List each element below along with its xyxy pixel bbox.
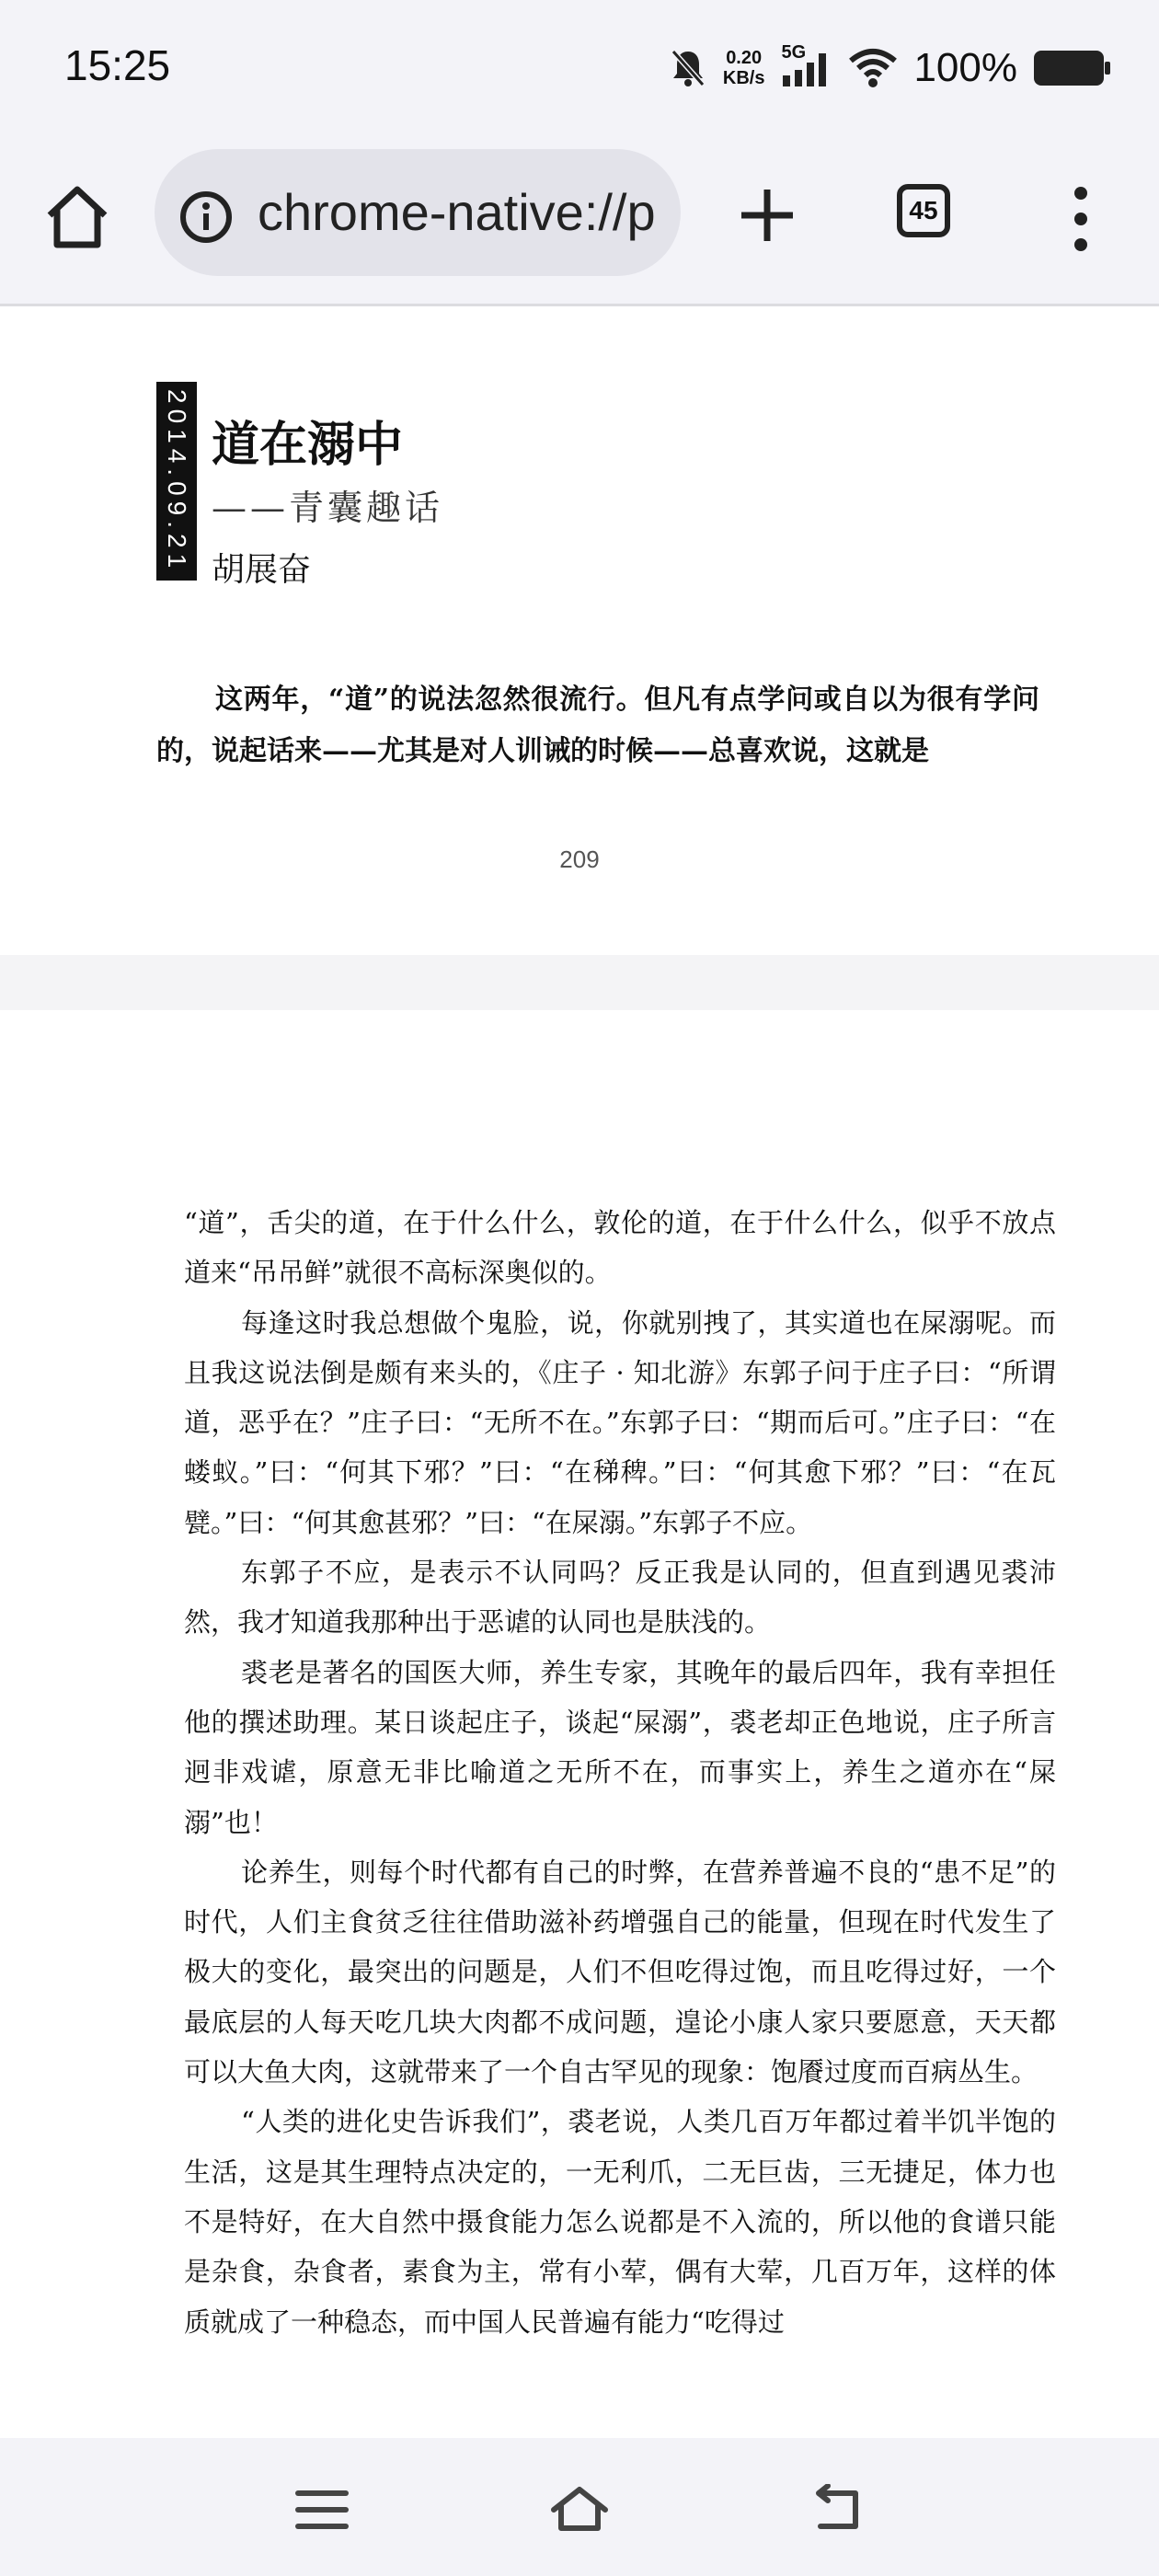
home-icon[interactable] (40, 180, 114, 254)
paragraph: 东郭子不应，是表示不认同吗？反正我是认同的，但直到遇见裘沛然，我才知道我那种出于恶谑的认同也是肤浅的。 (184, 1557, 1056, 1639)
page1-body (156, 674, 1039, 777)
paragraph: “人类的进化史告诉我们”，裘老说，人类几百万年都过着半饥半饱的生活，这是其生理特点决定的，一无利爪，二无巨齿，三无捷足，体力也不是特好，在大自然中摄食能力怎么说都是不入流的，所以他的食谱只能是杂食，杂食者，素食为主，常有小荤，偶有大荤，几百万年，这样的体质就成了一种稳态，而中国人民普遍有能力“吃得过 (184, 2106, 1056, 2338)
article-title: 道在溺中 (212, 417, 404, 473)
bell-muted-icon (670, 48, 706, 88)
paragraph: 这两年，“道”的说法忽然很流行。但凡有点学问或自以为很有学问的，说起话来——尤其是对人训诫的时候——总喜欢说，这就是 (156, 684, 1039, 767)
tab-count: 45 (909, 196, 938, 224)
paragraph: 论养生，则每个时代都有自己的时弊，在营养普遍不良的“患不足”的时代，人们主食贫乏往往借助滋补药增强自己的能量，但现在时代发生了极大的变化，最突出的问题是，人们不但吃得过饱，而且吃得过好，一个最底层的人每天吃几块大肉都不成问题，遑论小康人家只要愿意，天天都可以大鱼大肉，这就带来了一个自古罕见的现象：饱餍过度而百病丛生。 (184, 1856, 1056, 2088)
page-number: 209 (559, 845, 600, 873)
tab-switcher-icon[interactable] (897, 184, 950, 237)
book-page-2 (0, 1010, 1159, 2438)
status-time: 15:25 (64, 41, 171, 89)
paragraph: 裘老是著名的国医大师，养生专家，其晚年的最后四年，我有幸担任他的撰述助理。某日谈起庄子，谈起“屎溺”，裘老却正色地说，庄子所言迥非戏谑，原意无非比喻道之无所不在，而事实上，养生之道亦在“屎溺”也！ (184, 1656, 1056, 1838)
menu-icon[interactable] (293, 2484, 351, 2536)
status-icons (670, 40, 1104, 96)
home-outline-icon[interactable] (550, 2484, 609, 2536)
book-page-1 (0, 306, 1159, 955)
battery-icon (1034, 51, 1104, 86)
address-bar[interactable] (155, 149, 681, 276)
new-tab-icon[interactable] (730, 178, 804, 252)
wifi-icon (849, 48, 897, 88)
status-bar (0, 0, 1159, 138)
system-nav-bar (0, 2438, 1159, 2576)
net-speed-unit: KB/s (722, 68, 765, 88)
net-speed (723, 48, 765, 88)
article-author: 胡展奋 (212, 551, 312, 589)
paragraph: 每逢这时我总想做个鬼脸，说，你就别拽了，其实道也在屎溺呢。而且我这说法倒是颇有来头的，《庄子 · 知北游》东郭子问于庄子曰：“所谓道，恶乎在？”庄子曰：“无所不在。”东郭子曰：“期而后可。”庄子曰：“在蝼蚁。”曰：“何其下邪？”曰：“在稊稗。”曰：“何其愈下邪？”曰：“在瓦甓。”曰：“何其愈甚邪？”曰：“在屎溺。”东郭子不应。 (184, 1306, 1056, 1538)
net-speed-value: 0.20 (726, 48, 763, 68)
signal-icon (781, 42, 832, 88)
page2-body (184, 1198, 1056, 2347)
back-icon[interactable] (808, 2484, 866, 2536)
battery-percent: 100% (913, 45, 1017, 90)
browser-toolbar (0, 138, 1159, 306)
article-subtitle: ——青囊趣话 (212, 488, 444, 528)
info-icon[interactable] (178, 190, 234, 245)
url-text[interactable]: chrome-native://p (258, 183, 656, 241)
article-date: 2014.09.21 (156, 382, 197, 581)
network-type: 5G (781, 42, 807, 63)
paragraph: “道”，舌尖的道，在于什么什么，敦伦的道，在于什么什么，似乎不放点道来“吊吊鲜”就很不高标深奥似的。 (184, 1207, 1056, 1289)
more-menu-icon[interactable] (1067, 182, 1095, 256)
page-separator (0, 955, 1159, 1010)
